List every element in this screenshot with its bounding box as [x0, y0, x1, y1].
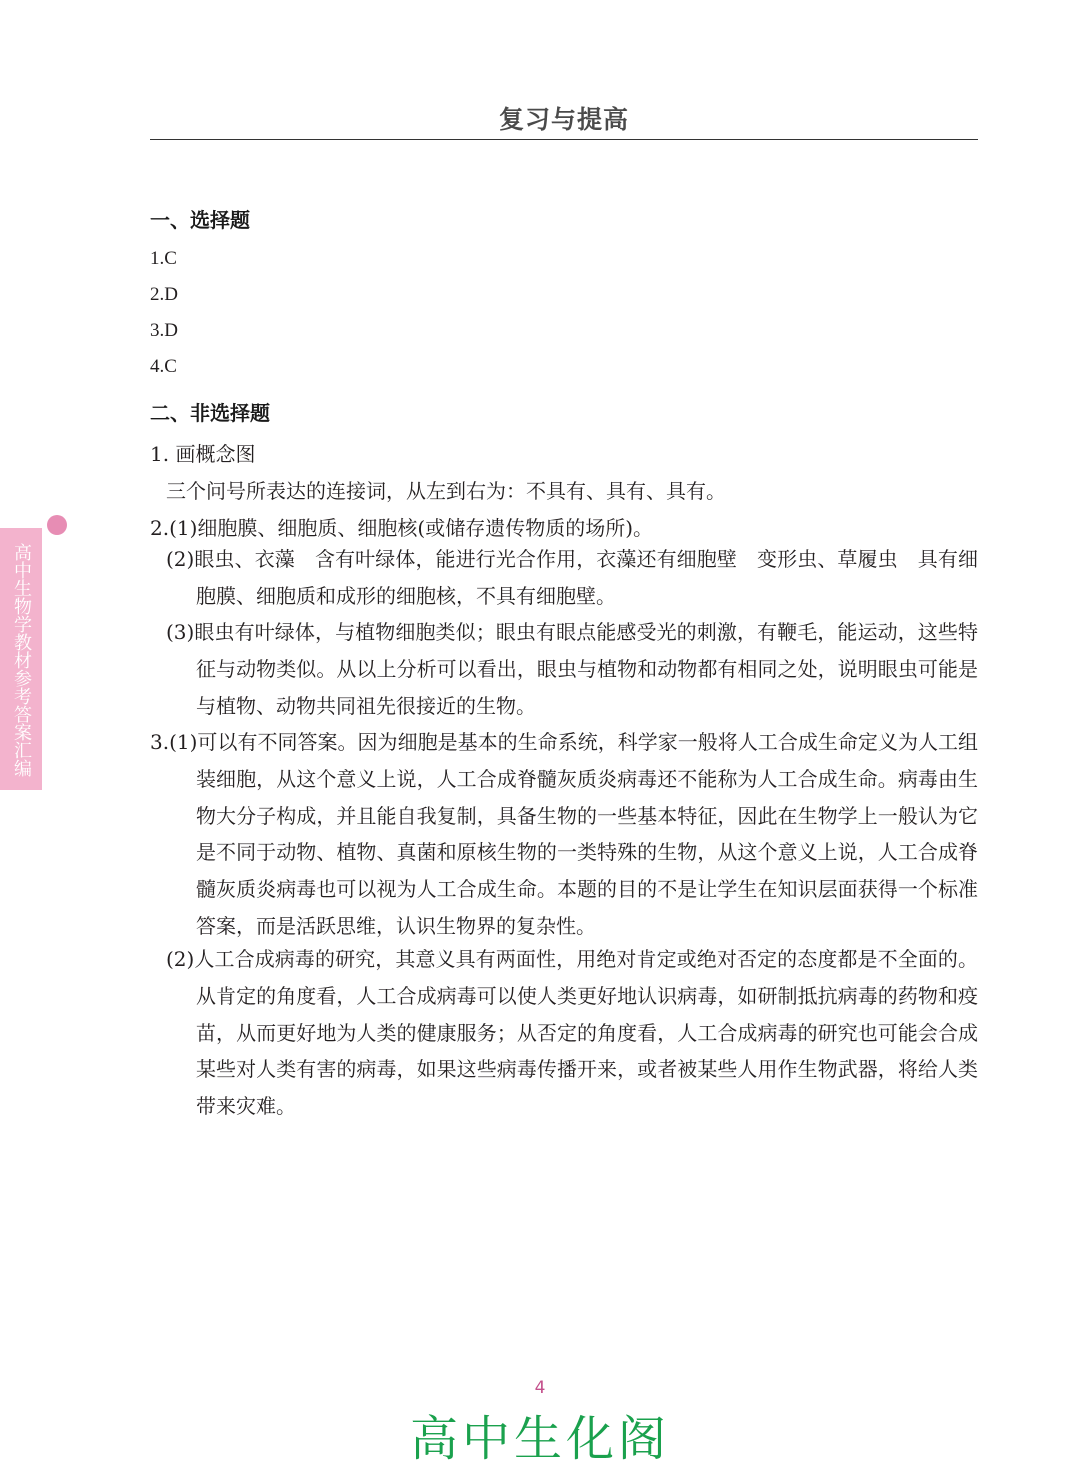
choice-answer-2: 2.D	[150, 284, 178, 305]
question-3-part-1: 3.(1)可以有不同答案。因为细胞是基本的生命系统，科学家一般将人工合成生命定义为人工组装细胞，从这个意义上说，人工合成脊髓灰质炎病毒还不能称为人工合成生命。病毒由生物大分子构成，并且能自我复制，具备生物的一些基本特征，因此在生物学上一般认为它是不同于动物、植物、真菌和原核生物的一类特殊的生物，从这个意义上说，人工合成脊髓灰质炎病毒也可以视为人工合成生命。本题的目的不是让学生在知识层面获得一个标准答案，而是活跃思维，认识生物界的复杂性。	[150, 730, 978, 938]
question-2-part-3: (3)眼虫有叶绿体，与植物细胞类似；眼虫有眼点能感受光的刺激，有鞭毛，能运动，这些特征与动物类似。从以上分析可以看出，眼虫与植物和动物都有相同之处，说明眼虫可能是与植物、动物共同祖先很接近的生物。	[166, 620, 978, 718]
question-1-title: 1. 画概念图	[150, 442, 256, 466]
page-number: 4	[534, 1378, 546, 1398]
choice-answer-1: 1.C	[150, 248, 177, 269]
title-divider	[150, 139, 978, 140]
choice-answer-3: 3.D	[150, 320, 178, 341]
question-3-part-2: (2)人工合成病毒的研究，其意义具有两面性，用绝对肯定或绝对否定的态度都是不全面的。从肯定的角度看，人工合成病毒可以使人类更好地认识病毒，如研制抵抗病毒的药物和疫苗，从而更好地为人类的健康服务；从否定的角度看，人工合成病毒的研究也可能会合成某些对人类有害的病毒，如果这些病毒传播开来，或者被某些人用作生物武器，将给人类带来灾难。	[166, 947, 978, 1119]
question-1-answer: 三个问号所表达的连接词，从左到右为：不具有、具有、具有。	[166, 479, 726, 503]
section-heading-nonchoice: 二、非选择题	[150, 401, 270, 425]
choice-answer-4: 4.C	[150, 356, 177, 377]
question-2-part-2: (2)眼虫、衣藻 含有叶绿体，能进行光合作用，衣藻还有细胞壁 变形虫、草履虫 具有细胞膜、细胞质和成形的细胞核，不具有细胞壁。	[166, 547, 978, 608]
side-tab-dot	[47, 515, 67, 535]
side-tab-label: 高中生物学教材参考答案汇编	[11, 543, 32, 777]
watermark: 高中生化阁	[409, 1411, 670, 1467]
question-2-part-1: 2.(1)细胞膜、细胞质、细胞核(或储存遗传物质的场所)。	[150, 516, 654, 540]
section-heading-choice: 一、选择题	[150, 208, 250, 232]
page-title: 复习与提高	[498, 105, 629, 134]
